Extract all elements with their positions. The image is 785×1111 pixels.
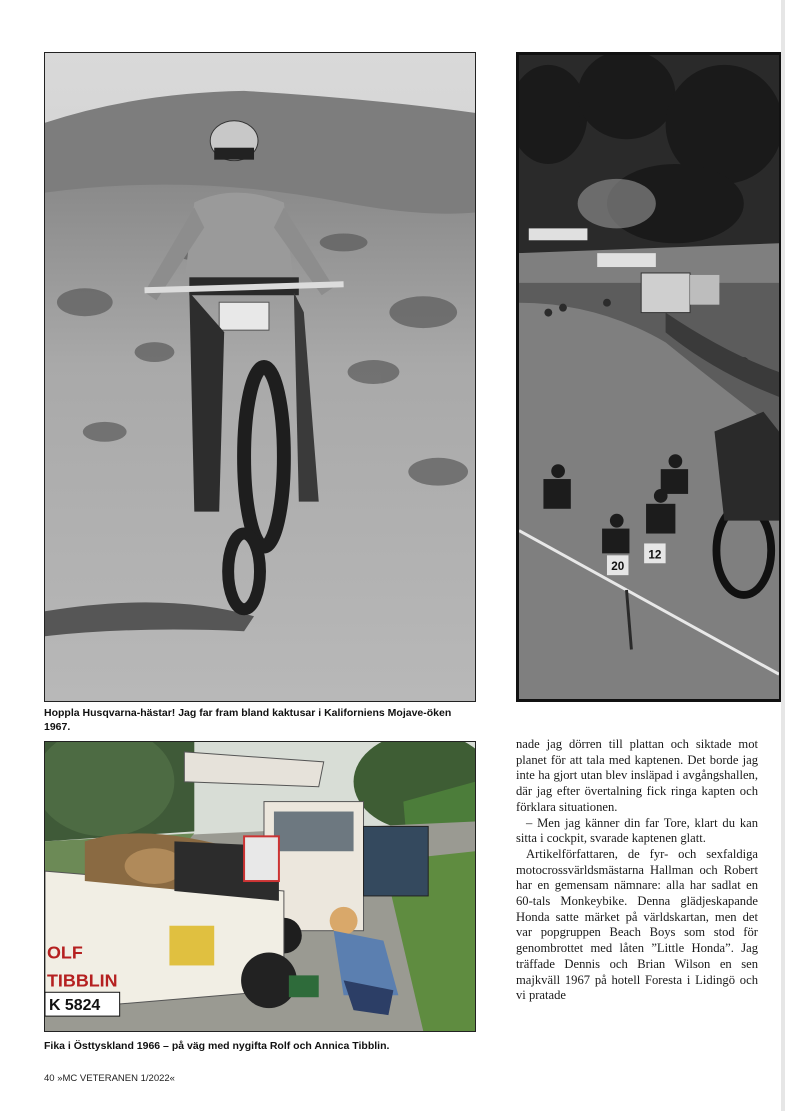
page-number: 40 — [44, 1073, 55, 1084]
trailer-photo-caption: Fika i Östtyskland 1966 – på väg med nygifta Rolf och Annica Tibblin. — [44, 1040, 390, 1052]
jump-photo-caption: Hoppla Husqvarna-hästar! Jag far fram bland kaktusar i Kaliforniens Mojave-öken 1967. — [44, 707, 452, 733]
article-paragraph-2: – Men jag känner din far Tore, klart du kan sitta i cockpit, svarade kaptenen glatt. — [516, 815, 758, 846]
page-footer — [44, 1073, 175, 1084]
article-body — [516, 737, 758, 1004]
publication-name: »MC VETERANEN 1/2022« — [57, 1073, 175, 1084]
article-paragraph-1: nade jag dörren till plattan och siktade mot planet för att tala med kaptenen. Det borde jag inte ha gjort utan blev insläpad i avgångshallen, där jag efter övertalning fick ringa kapten och förklara situationen. — [516, 737, 758, 814]
motorcycle-jump-photo — [44, 52, 476, 702]
race-number-12: 12 — [648, 547, 662, 562]
race-number-20: 20 — [611, 559, 625, 574]
article-paragraph-3: Artikelförfattaren, de fyr- och sexfaldiga motocrossvärldsmästarna Hallman och Robert har en gemensam nämnare: alla har sadlat en 60-tals Monkeybike. Denna glädjeskapande Honda satte märket på världskartan, men det var popgruppen Beach Boys som stod för genombrottet med låten ”Little Honda”. Jag träffade Dennis och Brian Wilson en sen majkväll 1967 på hotell Foresta i Lidingö och vi pratade — [516, 846, 758, 1003]
car-trailer-photo — [44, 741, 476, 1032]
page-edge — [781, 0, 785, 1111]
trailer-name-line2: TIBBLIN — [46, 970, 118, 991]
motocross-race-photo — [516, 52, 782, 702]
trailer-name-line1: OLF — [46, 942, 83, 963]
license-plate: K 5824 — [48, 997, 101, 1015]
